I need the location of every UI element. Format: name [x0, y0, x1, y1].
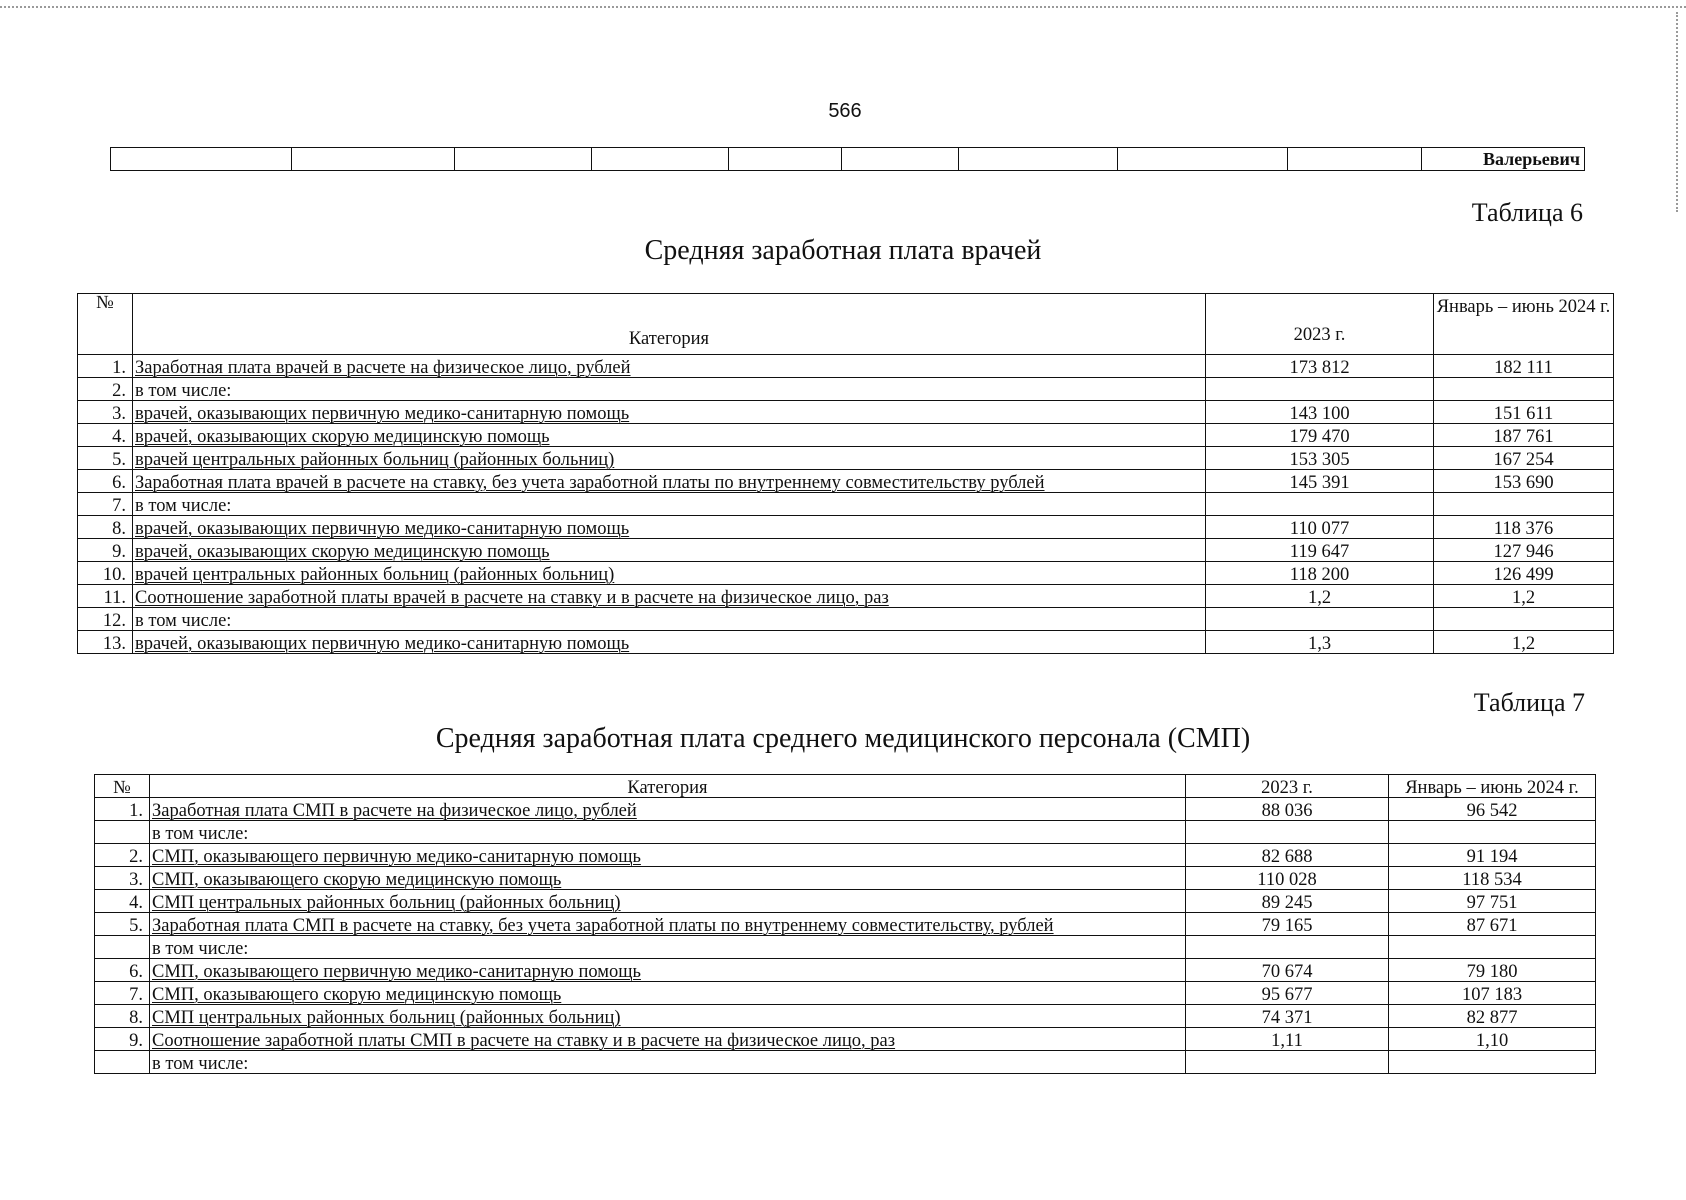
table-row [95, 867, 1596, 890]
row-value-2023 [1206, 378, 1434, 401]
row-value-2024: 127 946 [1434, 539, 1614, 562]
row-category: СМП, оказывающего первичную медико-санитарную помощь [150, 844, 1186, 867]
row-value-2024: 82 877 [1389, 1005, 1596, 1028]
table-row [95, 890, 1596, 913]
table-row [78, 539, 1614, 562]
row-value-2023: 153 305 [1206, 447, 1434, 470]
fragment-cell [455, 148, 592, 171]
row-number: 3. [78, 401, 133, 424]
row-value-2023: 82 688 [1186, 844, 1389, 867]
row-number: 4. [78, 424, 133, 447]
fragment-cell [1288, 148, 1422, 171]
row-number: 11. [78, 585, 133, 608]
row-value-2024 [1389, 1051, 1596, 1074]
row-number [95, 1051, 150, 1074]
row-category: СМП, оказывающего скорую медицинскую помощь [150, 867, 1186, 890]
row-value-2024 [1434, 608, 1614, 631]
fragment-cell [592, 148, 729, 171]
table-row [95, 959, 1596, 982]
header-2023: 2023 г. [1206, 294, 1434, 355]
row-number: 8. [78, 516, 133, 539]
row-category: в том числе: [133, 608, 1206, 631]
fragment-cell [959, 148, 1118, 171]
row-category: в том числе: [150, 936, 1186, 959]
table-row [78, 378, 1614, 401]
fragment-cell [111, 148, 292, 171]
scan-edge-right [1676, 12, 1678, 212]
row-category: Заработная плата врачей в расчете на физическое лицо, рублей [133, 355, 1206, 378]
row-number: 2. [78, 378, 133, 401]
row-value-2024: 1,10 [1389, 1028, 1596, 1051]
row-category: Соотношение заработной платы СМП в расчете на ставку и в расчете на физическое лицо, раз [150, 1028, 1186, 1051]
table7-header-row [95, 775, 1596, 798]
row-value-2023: 89 245 [1186, 890, 1389, 913]
row-category: в том числе: [150, 1051, 1186, 1074]
row-category: в том числе: [133, 493, 1206, 516]
table6-header-row [78, 294, 1614, 355]
header-2024: Январь – июнь 2024 г. [1389, 775, 1596, 798]
row-value-2023: 1,2 [1206, 585, 1434, 608]
row-value-2023: 145 391 [1206, 470, 1434, 493]
row-value-2024: 96 542 [1389, 798, 1596, 821]
row-category: Заработная плата врачей в расчете на ставку, без учета заработной платы по внутреннему совместительству рублей [133, 470, 1206, 493]
row-category: СМП центральных районных больниц (районных больниц) [150, 1005, 1186, 1028]
row-value-2024: 97 751 [1389, 890, 1596, 913]
table-row [95, 821, 1596, 844]
row-value-2023 [1186, 936, 1389, 959]
row-value-2023: 95 677 [1186, 982, 1389, 1005]
table-row [78, 608, 1614, 631]
table-row [78, 516, 1614, 539]
row-category: СМП, оказывающего первичную медико-санитарную помощь [150, 959, 1186, 982]
row-value-2024: 126 499 [1434, 562, 1614, 585]
table6 [77, 293, 1614, 654]
row-value-2024: 118 376 [1434, 516, 1614, 539]
row-value-2023: 74 371 [1186, 1005, 1389, 1028]
row-value-2024: 79 180 [1389, 959, 1596, 982]
row-value-2024: 87 671 [1389, 913, 1596, 936]
row-number: 7. [78, 493, 133, 516]
row-category: врачей центральных районных больниц (районных больниц) [133, 447, 1206, 470]
fragment-cell [729, 148, 842, 171]
row-value-2023: 88 036 [1186, 798, 1389, 821]
table-row [95, 844, 1596, 867]
row-value-2024 [1434, 378, 1614, 401]
table-row [95, 982, 1596, 1005]
table-row [95, 1051, 1596, 1074]
row-number: 6. [95, 959, 150, 982]
row-number: 5. [78, 447, 133, 470]
row-number: 1. [78, 355, 133, 378]
header-category: Категория [150, 775, 1186, 798]
row-value-2023: 118 200 [1206, 562, 1434, 585]
page-number: 566 [828, 100, 862, 122]
row-number: 1. [95, 798, 150, 821]
table6-label: Таблица 6 [1471, 198, 1583, 227]
table-row [95, 1028, 1596, 1051]
fragment-row [111, 148, 1585, 171]
table-row [78, 424, 1614, 447]
row-category: СМП центральных районных больниц (районных больниц) [150, 890, 1186, 913]
row-number: 5. [95, 913, 150, 936]
row-category: врачей, оказывающих скорую медицинскую помощь [133, 539, 1206, 562]
header-category: Категория [133, 294, 1206, 355]
previous-table-fragment [110, 147, 1585, 171]
row-number: 8. [95, 1005, 150, 1028]
table6-title: Средняя заработная плата врачей [644, 235, 1042, 266]
table-row [95, 936, 1596, 959]
table7-label: Таблица 7 [1473, 688, 1585, 717]
row-category: врачей центральных районных больниц (районных больниц) [133, 562, 1206, 585]
table-row [78, 447, 1614, 470]
scan-edge-top [0, 6, 1686, 8]
row-value-2024 [1389, 936, 1596, 959]
row-number: 10. [78, 562, 133, 585]
row-category: Соотношение заработной платы врачей в расчете на ставку и в расчете на физическое лицо, раз [133, 585, 1206, 608]
row-value-2023 [1206, 493, 1434, 516]
row-value-2023: 179 470 [1206, 424, 1434, 447]
row-value-2023 [1186, 821, 1389, 844]
row-number: 9. [95, 1028, 150, 1051]
row-value-2023: 79 165 [1186, 913, 1389, 936]
row-value-2023 [1186, 1051, 1389, 1074]
row-value-2023: 119 647 [1206, 539, 1434, 562]
row-category: врачей, оказывающих первичную медико-санитарную помощь [133, 401, 1206, 424]
header-2024: Январь – июнь 2024 г. [1434, 294, 1614, 355]
row-category: врачей, оказывающих первичную медико-санитарную помощь [133, 516, 1206, 539]
row-value-2023: 1,3 [1206, 631, 1434, 654]
row-number: 3. [95, 867, 150, 890]
table-row [78, 355, 1614, 378]
table7 [94, 774, 1596, 1074]
row-value-2024: 1,2 [1434, 631, 1614, 654]
row-value-2023: 143 100 [1206, 401, 1434, 424]
fragment-cell [842, 148, 959, 171]
row-value-2024: 91 194 [1389, 844, 1596, 867]
row-value-2024: 153 690 [1434, 470, 1614, 493]
table-row [95, 1005, 1596, 1028]
row-category: врачей, оказывающих скорую медицинскую помощь [133, 424, 1206, 447]
row-value-2023: 173 812 [1206, 355, 1434, 378]
row-number [95, 821, 150, 844]
table-row [78, 585, 1614, 608]
fragment-cell [292, 148, 455, 171]
row-number: 12. [78, 608, 133, 631]
row-category: врачей, оказывающих первичную медико-санитарную помощь [133, 631, 1206, 654]
row-value-2024: 187 761 [1434, 424, 1614, 447]
table-row [78, 562, 1614, 585]
row-value-2023: 110 077 [1206, 516, 1434, 539]
fragment-cell [1118, 148, 1288, 171]
header-num: № [78, 294, 133, 355]
table-row [95, 798, 1596, 821]
header-2023: 2023 г. [1186, 775, 1389, 798]
fragment-cell-name: Валерьевич [1422, 148, 1585, 171]
row-number: 6. [78, 470, 133, 493]
row-value-2024: 1,2 [1434, 585, 1614, 608]
row-value-2024: 151 611 [1434, 401, 1614, 424]
row-category: в том числе: [150, 821, 1186, 844]
row-category: Заработная плата СМП в расчете на физическое лицо, рублей [150, 798, 1186, 821]
row-value-2024: 118 534 [1389, 867, 1596, 890]
row-value-2023: 70 674 [1186, 959, 1389, 982]
row-value-2024: 182 111 [1434, 355, 1614, 378]
row-category: в том числе: [133, 378, 1206, 401]
row-value-2024: 107 183 [1389, 982, 1596, 1005]
row-value-2024: 167 254 [1434, 447, 1614, 470]
header-num: № [95, 775, 150, 798]
row-value-2023 [1206, 608, 1434, 631]
row-number: 4. [95, 890, 150, 913]
table-row [78, 470, 1614, 493]
table-row [78, 493, 1614, 516]
row-value-2024 [1434, 493, 1614, 516]
row-value-2024 [1389, 821, 1596, 844]
row-number: 2. [95, 844, 150, 867]
row-number: 9. [78, 539, 133, 562]
row-category: Заработная плата СМП в расчете на ставку, без учета заработной платы по внутреннему совместительству, рублей [150, 913, 1186, 936]
row-number: 13. [78, 631, 133, 654]
table-row [95, 913, 1596, 936]
row-category: СМП, оказывающего скорую медицинскую помощь [150, 982, 1186, 1005]
row-number [95, 936, 150, 959]
table-row [78, 631, 1614, 654]
row-value-2023: 110 028 [1186, 867, 1389, 890]
table-row [78, 401, 1614, 424]
row-number: 7. [95, 982, 150, 1005]
row-value-2023: 1,11 [1186, 1028, 1389, 1051]
table7-title: Средняя заработная плата среднего медицинского персонала (СМП) [435, 723, 1251, 754]
